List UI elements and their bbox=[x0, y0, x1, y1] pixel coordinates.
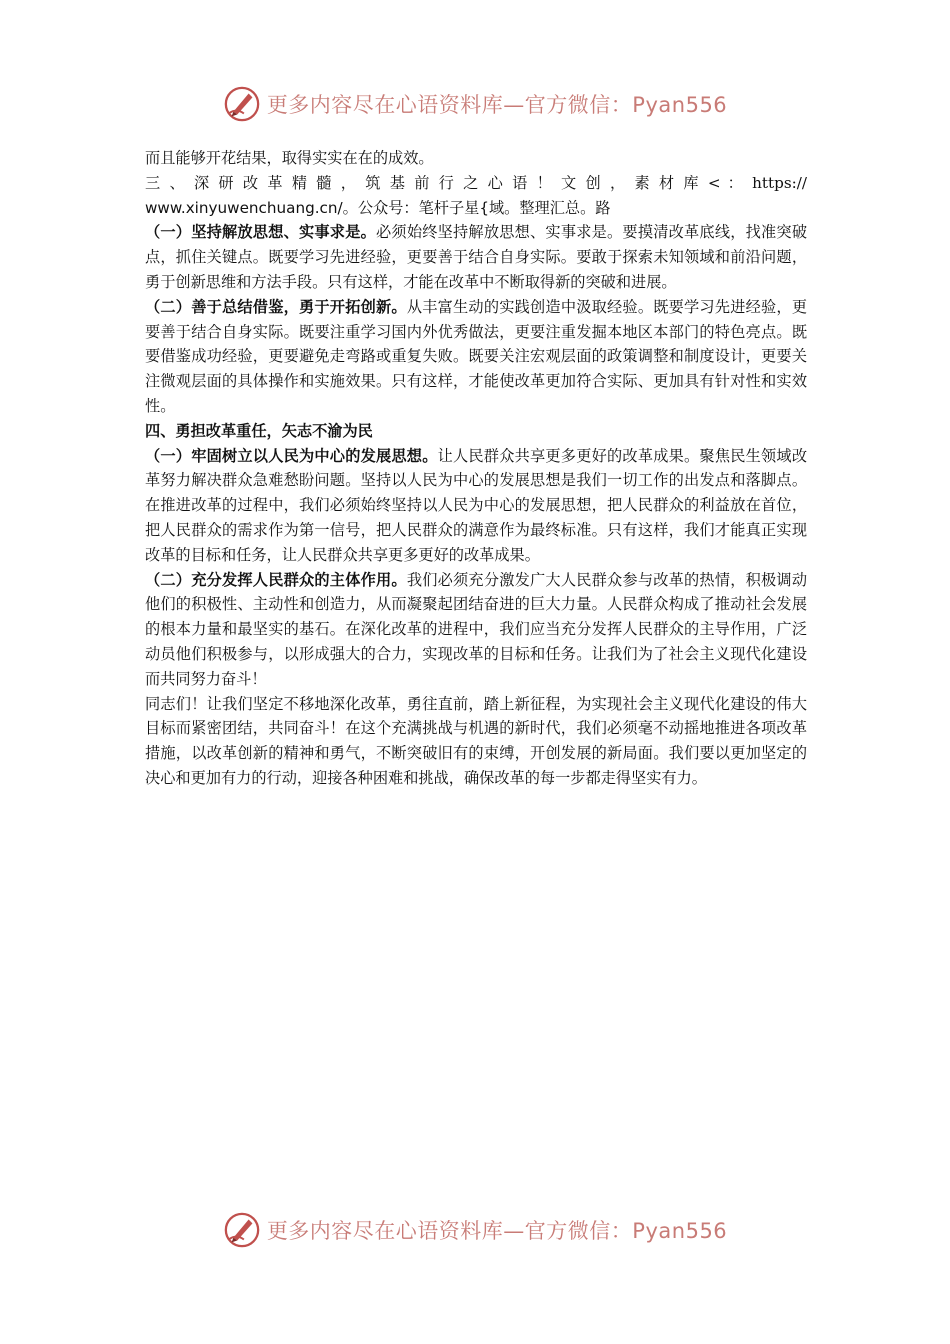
header-banner bbox=[0, 82, 950, 126]
document-body bbox=[145, 146, 807, 791]
paragraph-lead: （一）坚持解放思想、实事求是。 bbox=[145, 223, 377, 242]
paragraph-lead: （二）充分发挥人民群众的主体作用。 bbox=[145, 570, 407, 589]
paragraph: 而且能够开花结果，取得实实在在的成效。 bbox=[145, 149, 434, 167]
paragraph-body: 必须始终坚持解放思想、实事求是。要摸清改革底线，找准突破点，抓住关键点。既要学习先进经验，更要善于结合自身实际。要敢于探索未知领域和前沿问题，勇于创新思维和方法手段。只有这样，才能在改革中不断取得新的突破和进展。 bbox=[145, 223, 808, 291]
section-heading-3 bbox=[145, 171, 807, 196]
paragraph-body: 让人民群众共享更多更好的改革成果。聚焦民生领域改革努力解决群众急难愁盼问题。坚持以人民为中心的发展思想是我们一切工作的出发点和落脚点。在推进改革的过程中，我们必须始终坚持以人民为中心的发展思想，把人民群众的利益放在首位，把人民群众的需求作为第一信号，把人民群众的满意作为最终标准。只有这样，我们才能真正实现改革的目标和任务，让人民群众共享更多更好的改革成果。 bbox=[145, 446, 808, 564]
pen-logo-icon bbox=[223, 1211, 261, 1249]
section-heading-4: 四、勇担改革重任，矢志不渝为民 bbox=[145, 421, 373, 440]
paragraph bbox=[145, 295, 807, 419]
paragraph-lead: （二）善于总结借鉴，勇于开拓创新。 bbox=[145, 297, 407, 316]
section-heading-3-line1: 三 、 深 研 改 革 精 髓 ， 筑 基 前 行 之 心 语 ！ 文 创 ， 素 材 库 < ： https:// bbox=[145, 173, 807, 192]
banner-text: 更多内容尽在心语资料库—官方微信：Pyan556 bbox=[266, 1219, 728, 1243]
paragraph: 同志们！让我们坚定不移地深化改革，勇往直前，踏上新征程，为实现社会主义现代化建设的伟大目标而紧密团结，共同奋斗！在这个充满挑战与机遇的新时代，我们必须毫不动摇地推进各项改革措施，以改革创新的精神和勇气，不断突破旧有的束缚，开创发展的新局面。我们要以更加坚定的决心和更加有力的行动，迎接各种困难和挑战，确保改革的每一步都走得坚实有力。 bbox=[145, 694, 807, 787]
paragraph bbox=[145, 220, 807, 294]
banner-text: 更多内容尽在心语资料库—官方微信：Pyan556 bbox=[266, 93, 728, 117]
source-line: www.xinyuwenchuang.cn/。公众号：笔杆子星{域。整理汇总。路 bbox=[145, 198, 611, 217]
pen-logo-icon bbox=[223, 85, 261, 123]
paragraph-body: 我们必须充分激发广大人民群众参与改革的热情，积极调动他们的积极性、主动性和创造力，从而凝聚起团结奋进的巨大力量。人民群众构成了推动社会发展的根本力量和最坚实的基石。在深化改革的进程中，我们应当充分发挥人民群众的主导作用，广泛动员他们积极参与，以形成强大的合力，实现改革的目标和任务。让我们为了社会主义现代化建设而共同努力奋斗！ bbox=[145, 570, 808, 688]
paragraph bbox=[145, 568, 807, 692]
paragraph bbox=[145, 444, 807, 568]
paragraph-lead: （一）牢固树立以人民为中心的发展思想。 bbox=[145, 446, 438, 465]
paragraph-body: 从丰富生动的实践创造中汲取经验。既要学习先进经验，更要善于结合自身实际。既要注重学习国内外优秀做法，更要注重发掘本地区本部门的特色亮点。既要借鉴成功经验，更要避免走弯路或重复失败。既要关注宏观层面的政策调整和制度设计，更要关注微观层面的具体操作和实施效果。只有这样，才能使改革更加符合实际、更加具有针对性和实效性。 bbox=[145, 297, 808, 415]
footer-banner bbox=[0, 1208, 950, 1252]
